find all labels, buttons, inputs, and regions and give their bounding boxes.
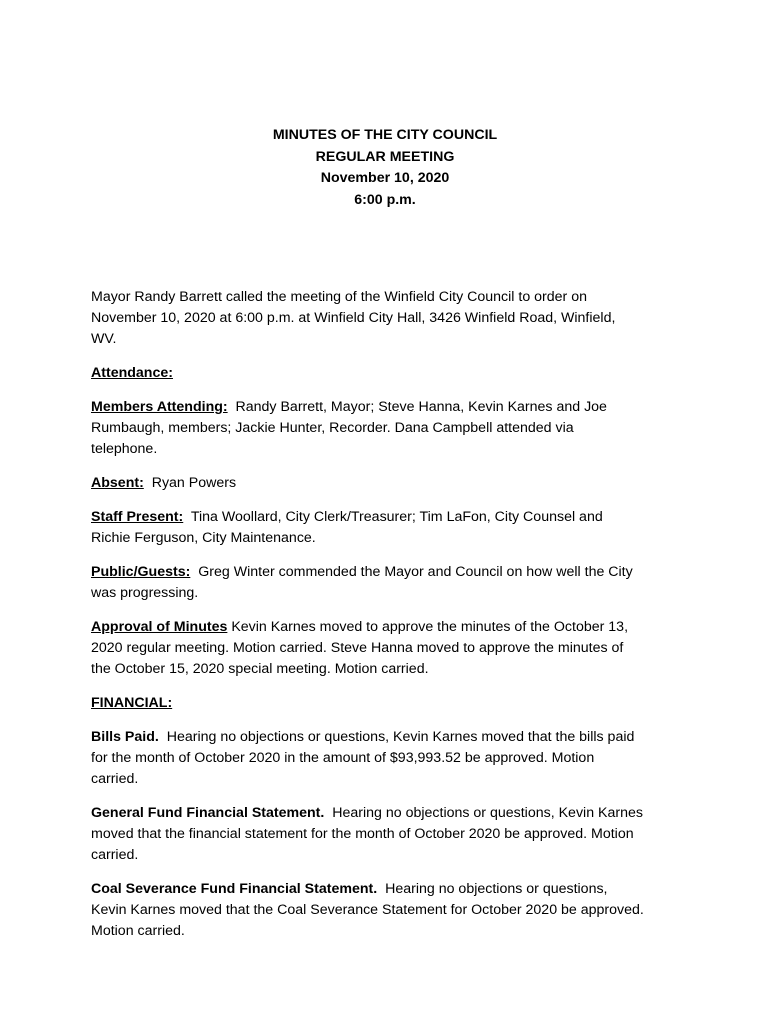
approval-text: the October 15, 2020 special meeting. Motion carried.: [91, 661, 429, 677]
header-meeting-type: REGULAR MEETING: [315, 148, 455, 165]
bills-text: Hearing no objections or questions, Kevin Karnes moved that the bills paid: [158, 729, 635, 745]
members-label: Members Attending:: [91, 399, 228, 415]
public-text: Greg Winter commended the Mayor and Council on how well the City: [190, 564, 633, 580]
intro-line: Mayor Randy Barrett called the meeting of the Winfield City Council to order on: [91, 289, 588, 305]
approval-paragraph: [91, 617, 691, 680]
attendance-heading: Attendance:: [91, 365, 173, 381]
staff-text: Tina Woollard, City Clerk/Treasurer; Tim LaFon, City Counsel and: [183, 509, 603, 525]
bills-label: Bills Paid.: [91, 729, 159, 745]
general-fund-label: General Fund Financial Statement.: [91, 805, 325, 821]
header-title: MINUTES OF THE CITY COUNCIL: [272, 127, 498, 143]
intro-line: WV.: [91, 331, 117, 347]
coal-fund-paragraph: [91, 879, 691, 942]
bills-text: carried.: [91, 771, 139, 787]
general-fund-text: carried.: [91, 847, 139, 863]
approval-text: Kevin Karnes moved to approve the minutes of the October 13,: [227, 619, 629, 635]
public-label: Public/Guests:: [91, 564, 191, 580]
intro-paragraph: [91, 287, 691, 350]
staff-label: Staff Present:: [91, 509, 184, 525]
public-paragraph: [91, 562, 691, 604]
absent-paragraph: [91, 473, 691, 494]
intro-line: November 10, 2020 at 6:00 p.m. at Winfield City Hall, 3426 Winfield Road, Winfield,: [91, 310, 616, 326]
bills-paragraph: [91, 727, 691, 790]
staff-text: Richie Ferguson, City Maintenance.: [91, 530, 316, 546]
header-time: 6:00 p.m.: [354, 191, 416, 208]
absent-label: Absent:: [91, 475, 144, 491]
coal-fund-text: Hearing no objections or questions,: [377, 881, 608, 897]
absent-text: Ryan Powers: [143, 475, 237, 491]
header-date: November 10, 2020: [320, 170, 450, 186]
members-text: telephone.: [91, 441, 158, 457]
document-body: [91, 287, 691, 955]
approval-text: 2020 regular meeting. Motion carried. Steve Hanna moved to approve the minutes of: [91, 640, 624, 656]
financial-section: [91, 693, 691, 714]
approval-label: Approval of Minutes: [91, 619, 228, 635]
members-paragraph: [91, 397, 691, 460]
public-text: was progressing.: [91, 585, 199, 601]
members-text: Rumbaugh, members; Jackie Hunter, Recorder. Dana Campbell attended via: [91, 420, 574, 436]
bills-text: for the month of October 2020 in the amount of $93,993.52 be approved. Motion: [91, 750, 595, 766]
financial-heading: FINANCIAL:: [91, 695, 173, 711]
coal-fund-text: Kevin Karnes moved that the Coal Severance Statement for October 2020 be approved.: [91, 902, 644, 918]
coal-fund-label: Coal Severance Fund Financial Statement.: [91, 881, 378, 897]
staff-paragraph: [91, 507, 691, 549]
coal-fund-text: Motion carried.: [91, 923, 185, 939]
general-fund-text: Hearing no objections or questions, Kevin Karnes: [324, 805, 643, 821]
members-text: Randy Barrett, Mayor; Steve Hanna, Kevin Karnes and Joe: [227, 399, 607, 415]
document-header: [0, 125, 770, 211]
attendance-section: [91, 363, 691, 384]
general-fund-paragraph: [91, 803, 691, 866]
general-fund-text: moved that the financial statement for the month of October 2020 be approved. Motion: [91, 826, 634, 842]
